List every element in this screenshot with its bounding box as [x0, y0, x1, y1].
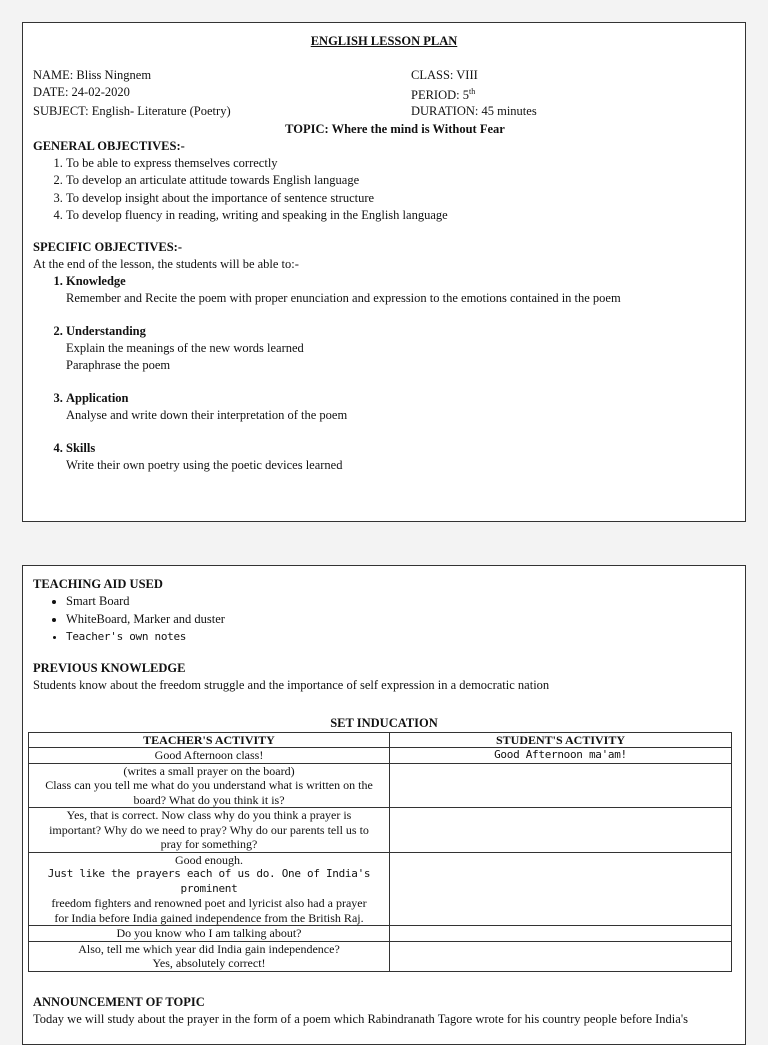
- specific-objectives-list: [33, 273, 735, 474]
- meta-row-1: [33, 67, 735, 84]
- date-field: DATE: 24-02-2020: [33, 84, 130, 99]
- teacher-cell: [29, 748, 390, 764]
- cell-line: Yes, that is correct. Now class why do you think a prayer is: [66, 808, 352, 822]
- previous-knowledge-text: Students know about the freedom struggle and the importance of self expression in a democratic nation: [33, 677, 550, 692]
- objective-desc: Analyse and write down their interpretation of the poem: [66, 407, 348, 422]
- duration-field: DURATION: 45 minutes: [411, 104, 537, 119]
- cell-line: for India before India gained independence from the British Raj.: [54, 910, 364, 925]
- specific-intro: At the end of the lesson, the students will be able to:-: [33, 256, 299, 271]
- announcement-heading: ANNOUNCEMENT OF TOPIC: [33, 994, 205, 1009]
- teacher-name: NAME: Bliss Ningnem: [33, 68, 152, 82]
- cell-line: board? What do you think it is?: [133, 792, 285, 807]
- general-objectives-list: [33, 155, 735, 225]
- objective-desc: Paraphrase the poem: [66, 357, 171, 372]
- list-item: 2. To develop an articulate attitude towards English language: [66, 172, 735, 190]
- document-title: ENGLISH LESSON PLAN: [310, 34, 458, 48]
- period-field: [411, 84, 475, 104]
- list-item: • WhiteBoard, Marker and duster: [66, 611, 735, 629]
- table-row: [29, 763, 732, 808]
- cell-line: Class can you tell me what do you understand what is written on the: [45, 778, 373, 792]
- objective-label: Skills: [66, 440, 96, 455]
- objective-understanding: [66, 323, 735, 374]
- cell-line: Just like the prayers each of us do. One of India's prominent: [47, 867, 371, 895]
- cell-line: Yes, absolutely correct!: [152, 956, 266, 970]
- lesson-plan-page-2: [22, 565, 746, 1045]
- student-cell: Good Afternoon ma'am!: [390, 748, 732, 764]
- student-cell: [390, 926, 732, 942]
- teacher-cell: [29, 763, 390, 808]
- activity-table: [28, 732, 732, 972]
- objective-label: Application: [66, 390, 129, 405]
- cell-line: (writes a small prayer on the board): [123, 763, 295, 778]
- class-field: CLASS: VIII: [411, 68, 478, 82]
- objective-skills: [66, 440, 735, 474]
- previous-knowledge-heading: PREVIOUS KNOWLEDGE: [33, 660, 186, 675]
- objective-desc: Remember and Recite the poem with proper enunciation and expression to the emotions contained in the poem: [66, 290, 621, 305]
- student-cell: [390, 808, 732, 853]
- teacher-cell: [29, 926, 390, 942]
- cell-line: Also, tell me which year did India gain independence?: [78, 941, 340, 956]
- list-item: 3. To develop insight about the importance of sentence structure: [66, 190, 735, 208]
- teaching-aids-list: [33, 593, 735, 646]
- table-row: [29, 852, 732, 926]
- period-superscript: th: [469, 86, 476, 96]
- list-item: • Teacher's own notes: [66, 628, 735, 646]
- cell-line: freedom fighters and renowned poet and lyricist also had a prayer: [51, 896, 367, 910]
- lesson-plan-page-1: [22, 22, 746, 522]
- teacher-cell: [29, 941, 390, 971]
- student-cell: [390, 852, 732, 926]
- meta-row-3: [33, 103, 735, 120]
- table-row: [29, 808, 732, 853]
- student-cell: [390, 763, 732, 808]
- subject-field: SUBJECT: English- Literature (Poetry): [33, 104, 231, 119]
- teaching-aid-heading: TEACHING AID USED: [33, 577, 163, 591]
- table-row: [29, 941, 732, 971]
- cell-line: pray for something?: [160, 837, 258, 851]
- period-text: PERIOD: 5: [411, 87, 469, 102]
- list-item: • Smart Board: [66, 593, 735, 611]
- cell-line: Good enough.: [175, 852, 243, 867]
- objective-knowledge: [66, 273, 735, 307]
- meta-row-2: [33, 84, 735, 104]
- objective-desc: Explain the meanings of the new words learned: [66, 340, 304, 355]
- student-activity-header: STUDENT'S ACTIVITY: [390, 732, 732, 748]
- teacher-activity-header: TEACHER'S ACTIVITY: [29, 732, 390, 748]
- student-cell: [390, 941, 732, 971]
- topic-line: TOPIC: Where the mind is Without Fear: [285, 121, 505, 136]
- objective-label: Understanding: [66, 323, 146, 338]
- teacher-cell: [29, 808, 390, 853]
- cell-line: important? Why do we need to pray? Why do our parents tell us to: [49, 822, 369, 837]
- teacher-cell: [29, 852, 390, 926]
- cell-line: Good Afternoon class!: [154, 748, 264, 762]
- general-objectives-heading: GENERAL OBJECTIVES:-: [33, 138, 185, 153]
- announcement-text: Today we will study about the prayer in the form of a poem which Rabindranath Tagore wrote for his country people before India's: [33, 1011, 688, 1026]
- list-item: 4. To develop fluency in reading, writing and speaking in the English language: [66, 207, 735, 225]
- table-header-row: [29, 732, 732, 748]
- objective-application: [66, 390, 735, 424]
- cell-line: Do you know who I am talking about?: [116, 926, 302, 940]
- table-row: [29, 748, 732, 764]
- set-induction-heading: SET INDUCATION: [330, 715, 438, 730]
- objective-label: Knowledge: [66, 273, 126, 288]
- table-row: [29, 926, 732, 942]
- objective-desc: Write their own poetry using the poetic devices learned: [66, 457, 343, 472]
- list-item: 1. To be able to express themselves correctly: [66, 155, 735, 173]
- specific-objectives-heading: SPECIFIC OBJECTIVES:-: [33, 239, 182, 254]
